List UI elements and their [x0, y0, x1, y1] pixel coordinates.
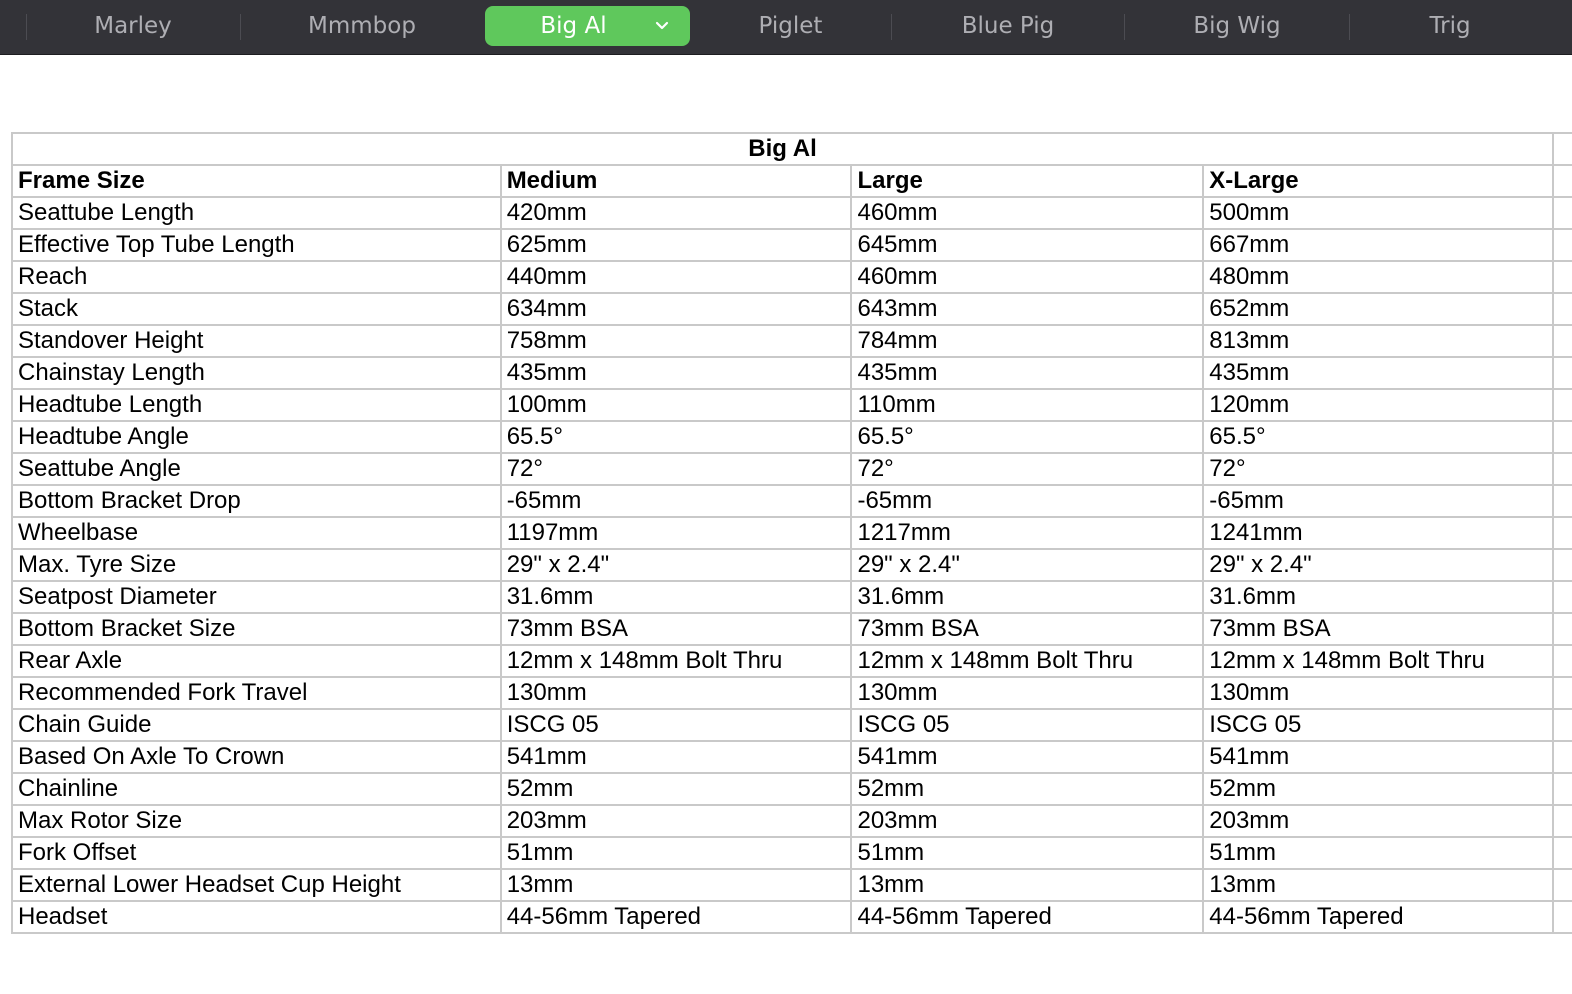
table-cell[interactable]: 29" x 2.4" [501, 549, 852, 581]
table-cell[interactable] [1553, 197, 1572, 229]
row-label-cell[interactable]: Headset [12, 901, 501, 933]
tab-label: Big Al [540, 13, 607, 39]
table-cell[interactable]: 435mm [1203, 357, 1553, 389]
table-cell[interactable]: 13mm [851, 869, 1203, 901]
table-cell[interactable] [1553, 901, 1572, 933]
table-cell[interactable] [1553, 869, 1572, 901]
table-cell[interactable]: 541mm [851, 741, 1203, 773]
table-cell[interactable]: 541mm [501, 741, 852, 773]
tab-label: Piglet [758, 13, 823, 39]
table-row [12, 869, 1572, 901]
table-cell[interactable] [1553, 805, 1572, 837]
table-row [12, 261, 1572, 293]
table-cell[interactable]: 44-56mm Tapered [1203, 901, 1553, 933]
table-cell[interactable]: 435mm [851, 357, 1203, 389]
table-cell[interactable]: 44-56mm Tapered [501, 901, 852, 933]
table-cell[interactable]: 130mm [501, 677, 852, 709]
row-label-cell[interactable]: Headtube Angle [12, 421, 501, 453]
table-row [12, 645, 1572, 677]
table-cell[interactable]: 65.5° [851, 421, 1203, 453]
tab-separator [26, 14, 27, 40]
tab-big-wig[interactable] [1126, 6, 1348, 46]
table-cell[interactable] [1553, 389, 1572, 421]
column-header[interactable]: X-Large [1203, 165, 1553, 197]
table-cell[interactable]: 130mm [851, 677, 1203, 709]
table-title[interactable]: Big Al [12, 133, 1553, 165]
table-cell[interactable]: 12mm x 148mm Bolt Thru [1203, 645, 1553, 677]
table-cell[interactable]: 130mm [1203, 677, 1553, 709]
table-cell[interactable]: 784mm [851, 325, 1203, 357]
table-cell[interactable]: 1217mm [851, 517, 1203, 549]
table-row [12, 773, 1572, 805]
table-row [12, 709, 1572, 741]
table-cell[interactable] [1553, 229, 1572, 261]
table-cell[interactable]: 480mm [1203, 261, 1553, 293]
table-cell[interactable]: 667mm [1203, 229, 1553, 261]
table-cell[interactable] [1553, 165, 1572, 197]
table-row [12, 357, 1572, 389]
table-cell[interactable]: 440mm [501, 261, 852, 293]
tab-separator [1124, 14, 1125, 40]
tab-label: Big Wig [1193, 13, 1281, 39]
table-cell[interactable]: 52mm [1203, 773, 1553, 805]
row-label-cell[interactable]: Max Rotor Size [12, 805, 501, 837]
table-cell[interactable]: 12mm x 148mm Bolt Thru [501, 645, 852, 677]
table-cell[interactable] [1553, 709, 1572, 741]
table-cell[interactable]: 420mm [501, 197, 852, 229]
table-row [12, 389, 1572, 421]
table-cell[interactable]: 1241mm [1203, 517, 1553, 549]
table-cell[interactable]: 203mm [501, 805, 852, 837]
row-label-cell[interactable]: Rear Axle [12, 645, 501, 677]
table-cell[interactable]: 73mm BSA [851, 613, 1203, 645]
table-cell[interactable] [1553, 517, 1572, 549]
table-cell[interactable]: 73mm BSA [501, 613, 852, 645]
row-label-cell[interactable]: Bottom Bracket Size [12, 613, 501, 645]
table-cell[interactable]: 643mm [851, 293, 1203, 325]
table-cell[interactable] [1553, 837, 1572, 869]
row-label-cell[interactable]: Max. Tyre Size [12, 549, 501, 581]
table-row [12, 485, 1572, 517]
row-label-cell[interactable]: Seattube Length [12, 197, 501, 229]
tab-label: Marley [94, 13, 172, 39]
row-label-cell[interactable]: Wheelbase [12, 517, 501, 549]
table-cell[interactable] [1553, 293, 1572, 325]
table-cell[interactable]: 31.6mm [851, 581, 1203, 613]
table-row [12, 517, 1572, 549]
table-cell[interactable]: 29" x 2.4" [1203, 549, 1553, 581]
chevron-down-icon[interactable] [654, 18, 670, 34]
geometry-table [11, 132, 1572, 934]
tab-separator [891, 14, 892, 40]
tab-separator [1349, 14, 1350, 40]
table-row [12, 549, 1572, 581]
table-cell[interactable]: 203mm [1203, 805, 1553, 837]
table-row [12, 453, 1572, 485]
table-cell[interactable]: 65.5° [501, 421, 852, 453]
tab-trig[interactable] [1351, 6, 1549, 46]
table-cell[interactable]: 813mm [1203, 325, 1553, 357]
table-cell[interactable]: 44-56mm Tapered [851, 901, 1203, 933]
table-row [12, 741, 1572, 773]
table-cell[interactable]: 72° [501, 453, 852, 485]
row-label-cell[interactable]: Fork Offset [12, 837, 501, 869]
table-cell[interactable] [1553, 613, 1572, 645]
table-cell[interactable] [1553, 485, 1572, 517]
table-cell[interactable]: 51mm [501, 837, 852, 869]
column-header[interactable]: Large [851, 165, 1203, 197]
table-cell[interactable]: 31.6mm [501, 581, 852, 613]
table-cell[interactable]: 72° [1203, 453, 1553, 485]
table-cell[interactable]: 31.6mm [1203, 581, 1553, 613]
row-label-cell[interactable]: Chainstay Length [12, 357, 501, 389]
table-row [12, 805, 1572, 837]
table-cell[interactable]: 203mm [851, 805, 1203, 837]
table-cell[interactable] [1553, 677, 1572, 709]
row-label-cell[interactable]: Bottom Bracket Drop [12, 485, 501, 517]
row-label-cell[interactable]: Chain Guide [12, 709, 501, 741]
table-cell[interactable] [1553, 357, 1572, 389]
tab-blue-pig[interactable] [893, 6, 1123, 46]
table-cell[interactable]: 51mm [851, 837, 1203, 869]
table-cell[interactable]: 1197mm [501, 517, 852, 549]
table-cell[interactable]: 625mm [501, 229, 852, 261]
table-row [12, 677, 1572, 709]
table-cell[interactable] [1553, 645, 1572, 677]
table-cell[interactable] [1553, 261, 1572, 293]
table-row [12, 613, 1572, 645]
tab-piglet[interactable] [693, 6, 888, 46]
table-cell[interactable] [1553, 421, 1572, 453]
table-cell[interactable] [1553, 581, 1572, 613]
row-label-cell[interactable]: Seattube Angle [12, 453, 501, 485]
table-cell[interactable]: -65mm [501, 485, 852, 517]
row-label-cell[interactable]: Standover Height [12, 325, 501, 357]
table-cell[interactable]: ISCG 05 [501, 709, 852, 741]
row-label-cell[interactable]: Seatpost Diameter [12, 581, 501, 613]
sheet-tab-bar [0, 0, 1572, 55]
column-header[interactable]: Frame Size [12, 165, 501, 197]
table-cell[interactable]: -65mm [851, 485, 1203, 517]
row-label-cell[interactable]: Headtube Length [12, 389, 501, 421]
tab-label: Trig [1429, 13, 1471, 39]
table-cell[interactable] [1553, 133, 1572, 165]
table-row [12, 197, 1572, 229]
tab-separator [240, 14, 241, 40]
table-row [12, 581, 1572, 613]
row-label-cell[interactable]: Effective Top Tube Length [12, 229, 501, 261]
table-cell[interactable]: 634mm [501, 293, 852, 325]
table-cell[interactable]: 435mm [501, 357, 852, 389]
table-cell[interactable]: 100mm [501, 389, 852, 421]
table-cell[interactable] [1553, 453, 1572, 485]
table-header-row [12, 165, 1572, 197]
table-cell[interactable]: 52mm [851, 773, 1203, 805]
row-label-cell[interactable]: Recommended Fork Travel [12, 677, 501, 709]
table-cell[interactable]: 645mm [851, 229, 1203, 261]
table-cell[interactable] [1553, 741, 1572, 773]
tab-marley[interactable] [28, 6, 238, 46]
table-cell[interactable]: 65.5° [1203, 421, 1553, 453]
table-cell[interactable]: 120mm [1203, 389, 1553, 421]
row-label-cell[interactable]: External Lower Headset Cup Height [12, 869, 501, 901]
table-row [12, 325, 1572, 357]
table-cell[interactable]: 52mm [501, 773, 852, 805]
table-cell[interactable]: 73mm BSA [1203, 613, 1553, 645]
row-label-cell[interactable]: Reach [12, 261, 501, 293]
row-label-cell[interactable]: Stack [12, 293, 501, 325]
table-cell[interactable]: 72° [851, 453, 1203, 485]
table-cell[interactable] [1553, 325, 1572, 357]
table-row [12, 293, 1572, 325]
tab-mmmbop[interactable] [242, 6, 482, 46]
table-row [12, 229, 1572, 261]
table-cell[interactable]: 460mm [851, 261, 1203, 293]
table-cell[interactable] [1553, 549, 1572, 581]
table-cell[interactable]: 13mm [1203, 869, 1553, 901]
tab-big-al[interactable] [485, 6, 690, 46]
table-cell[interactable]: 758mm [501, 325, 852, 357]
table-cell[interactable]: -65mm [1203, 485, 1553, 517]
tab-label: Blue Pig [961, 13, 1055, 39]
table-cell[interactable]: 51mm [1203, 837, 1553, 869]
table-cell[interactable]: 12mm x 148mm Bolt Thru [851, 645, 1203, 677]
tab-label: Mmmbop [308, 13, 416, 39]
table-row [12, 837, 1572, 869]
table-cell[interactable]: 13mm [501, 869, 852, 901]
table-cell[interactable]: 29" x 2.4" [851, 549, 1203, 581]
table-cell[interactable] [1553, 773, 1572, 805]
table-row [12, 901, 1572, 933]
row-label-cell[interactable]: Based On Axle To Crown [12, 741, 501, 773]
table-cell[interactable]: 460mm [851, 197, 1203, 229]
table-cell[interactable]: 541mm [1203, 741, 1553, 773]
table-cell[interactable]: 110mm [851, 389, 1203, 421]
table-cell[interactable]: ISCG 05 [1203, 709, 1553, 741]
column-header[interactable]: Medium [501, 165, 852, 197]
table-cell[interactable]: ISCG 05 [851, 709, 1203, 741]
row-label-cell[interactable]: Chainline [12, 773, 501, 805]
table-cell[interactable]: 652mm [1203, 293, 1553, 325]
table-body [12, 197, 1572, 933]
table-row [12, 421, 1572, 453]
table-cell[interactable]: 500mm [1203, 197, 1553, 229]
